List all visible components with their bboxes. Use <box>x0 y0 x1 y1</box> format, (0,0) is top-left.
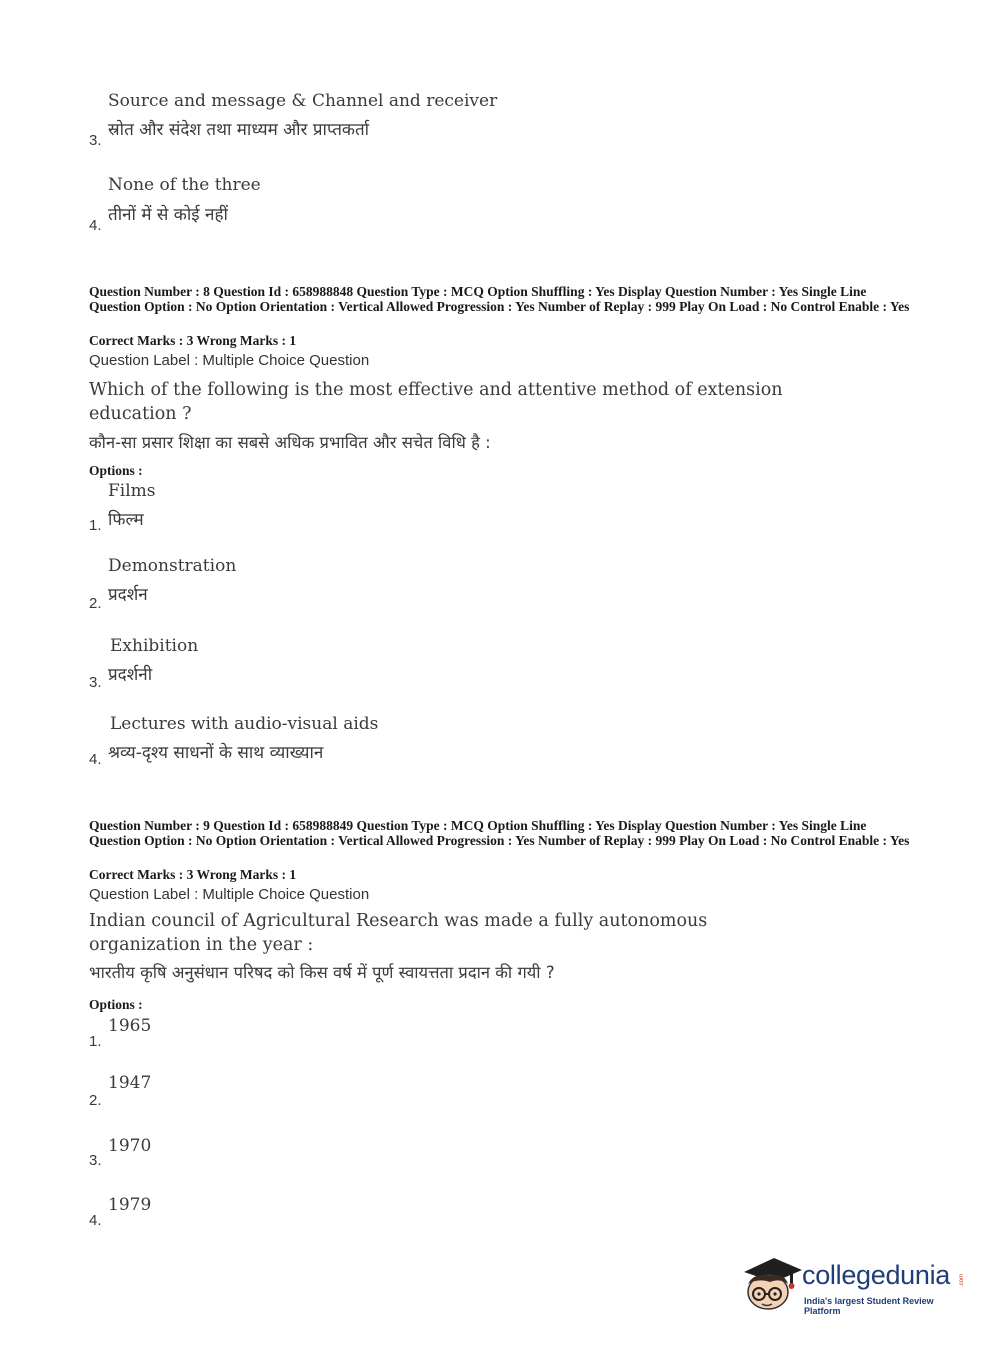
mascot-icon <box>740 1252 802 1314</box>
option-3-number: 3. <box>89 1152 102 1169</box>
option-4-hindi: तीनों में से कोई नहीं <box>108 205 228 225</box>
option-1-number: 1. <box>89 1033 102 1050</box>
option-3-number: 3. <box>89 132 102 149</box>
logo-wordmark: collegedunia <box>802 1260 951 1290</box>
logo-tagline: India's largest Student Review Platform <box>804 1296 934 1316</box>
question-text-english: Indian council of Agricultural Research was made a fully autonomous organization in the year : <box>89 911 708 955</box>
option-4-value: 1979 <box>108 1195 152 1215</box>
option-4-number: 4. <box>89 217 102 234</box>
option-1-hindi: फिल्म <box>108 510 144 530</box>
option-3-english: Source and message & Channel and receiver <box>108 91 498 111</box>
option-2-number: 2. <box>89 1092 102 1109</box>
option-4-english: None of the three <box>108 175 261 195</box>
question-meta: Question Number : 9 Question Id : 658988849 Question Type : MCQ Option Shuffling : Yes Display Question Number : Yes Single Line Question Option : No Option Orientation : Vertical Allowed Progression : Yes Number of Replay : 999 Play On Load : No Control Enable : Yes <box>89 818 910 848</box>
question-label: Question Label : Multiple Choice Question <box>89 886 370 903</box>
option-4-hindi: श्रव्य-दृश्य साधनों के साथ व्याख्यान <box>108 743 324 763</box>
option-2-value: 1947 <box>108 1073 152 1093</box>
options-label: Options : <box>89 997 143 1012</box>
option-1-english: Films <box>108 481 156 501</box>
question-text-english: Which of the following is the most effective and attentive method of extension education ? <box>89 380 783 424</box>
question-marks: Correct Marks : 3 Wrong Marks : 1 <box>89 867 297 882</box>
option-3-hindi: स्रोत और संदेश तथा माध्यम और प्राप्तकर्ता <box>108 120 370 140</box>
options-label: Options : <box>89 463 143 478</box>
option-2-english: Demonstration <box>108 556 237 576</box>
option-3-english: Exhibition <box>110 636 199 656</box>
logo-domain-suffix: .com <box>959 1274 965 1288</box>
question-label: Question Label : Multiple Choice Question <box>89 352 370 369</box>
option-2-number: 2. <box>89 595 102 612</box>
question-meta: Question Number : 8 Question Id : 658988848 Question Type : MCQ Option Shuffling : Yes Display Question Number : Yes Single Line Question Option : No Option Orientation : Vertical Allowed Progression : Yes Number of Replay : 999 Play On Load : No Control Enable : Yes <box>89 284 910 314</box>
option-3-number: 3. <box>89 674 102 691</box>
option-3-hindi: प्रदर्शनी <box>108 665 153 685</box>
question-text-hindi: कौन-सा प्रसार शिक्षा का सबसे अधिक प्रभावित और सचेत विधि है : <box>89 433 491 452</box>
option-1-value: 1965 <box>108 1016 152 1036</box>
question-text-hindi: भारतीय कृषि अनुसंधान परिषद को किस वर्ष में पूर्ण स्वायत्तता प्रदान की गयी ? <box>89 963 555 982</box>
option-1-number: 1. <box>89 517 102 534</box>
question-marks: Correct Marks : 3 Wrong Marks : 1 <box>89 333 297 348</box>
option-4-number: 4. <box>89 1212 102 1229</box>
option-2-hindi: प्रदर्शन <box>108 585 148 605</box>
option-4-english: Lectures with audio-visual aids <box>110 714 379 734</box>
option-4-number: 4. <box>89 751 102 768</box>
option-3-value: 1970 <box>108 1136 152 1156</box>
collegedunia-logo <box>740 1250 970 1320</box>
